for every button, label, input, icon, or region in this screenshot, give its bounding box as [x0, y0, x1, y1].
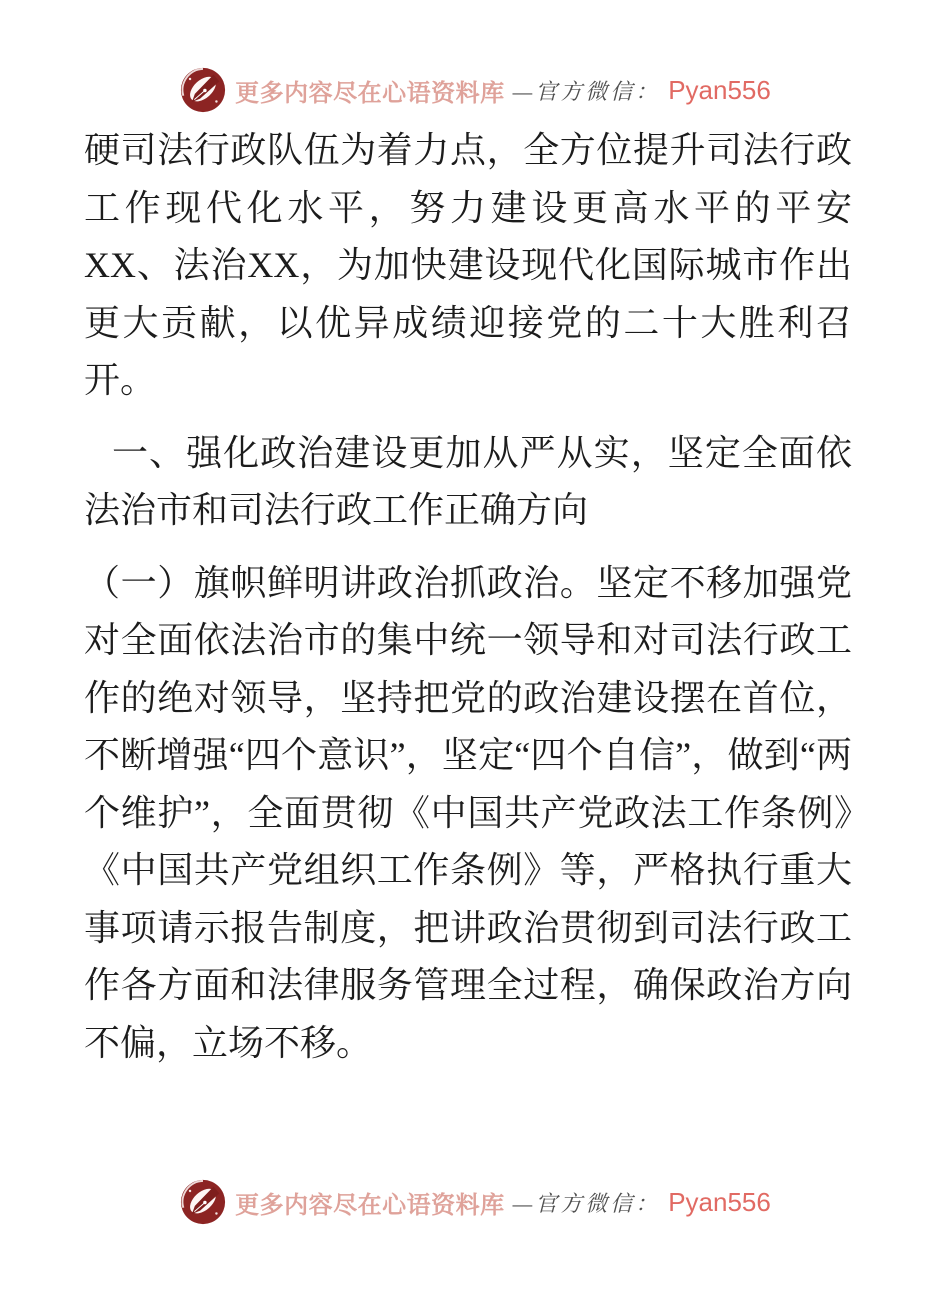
pen-swirl-logo-icon — [179, 66, 227, 114]
footer-watermark — [0, 1174, 950, 1230]
page — [0, 60, 950, 1290]
watermark-site-name: 更多内容尽在心语资料库 — [235, 1192, 505, 1219]
watermark-wechat-account: Pyan556 — [668, 74, 771, 105]
section-heading: 一、强化政治建设更加从严从实，坚定全面依法治市和司法行政工作正确方向 — [84, 432, 852, 530]
pen-swirl-logo-icon — [179, 1178, 227, 1226]
paragraph: （一）旗帜鲜明讲政治抓政治。坚定不移加强党对全面依法治市的集中统一领导和对司法行政工作的绝对领导，坚持把党的政治建设摆在首位，不断增强“四个意识”，坚定“四个自信”，做到“两个维护”，全面贯彻《中国共产党政法工作条例》《中国共产党组织工作条例》等，严格执行重大事项请示报告制度，把讲政治贯彻到司法行政工作各方面和法律服务管理全过程，确保政治方向不偏，立场不移。 — [84, 562, 852, 1063]
paragraph: 硬司法行政队伍为着力点，全方位提升司法行政工作现代化水平，努力建设更高水平的平安XX、法治XX，为加快建设现代化国际城市作出更大贡献，以优异成绩迎接党的二十大胜利召开。 — [84, 130, 852, 400]
watermark-wechat-label: —官方微信： — [512, 78, 661, 104]
document-page — [0, 60, 950, 1290]
watermark-wechat-account: Pyan556 — [668, 1186, 771, 1217]
header-watermark — [0, 60, 950, 116]
watermark-site-name: 更多内容尽在心语资料库 — [235, 80, 505, 107]
document-body — [0, 122, 950, 1072]
watermark-wechat-label: —官方微信： — [512, 1190, 661, 1216]
